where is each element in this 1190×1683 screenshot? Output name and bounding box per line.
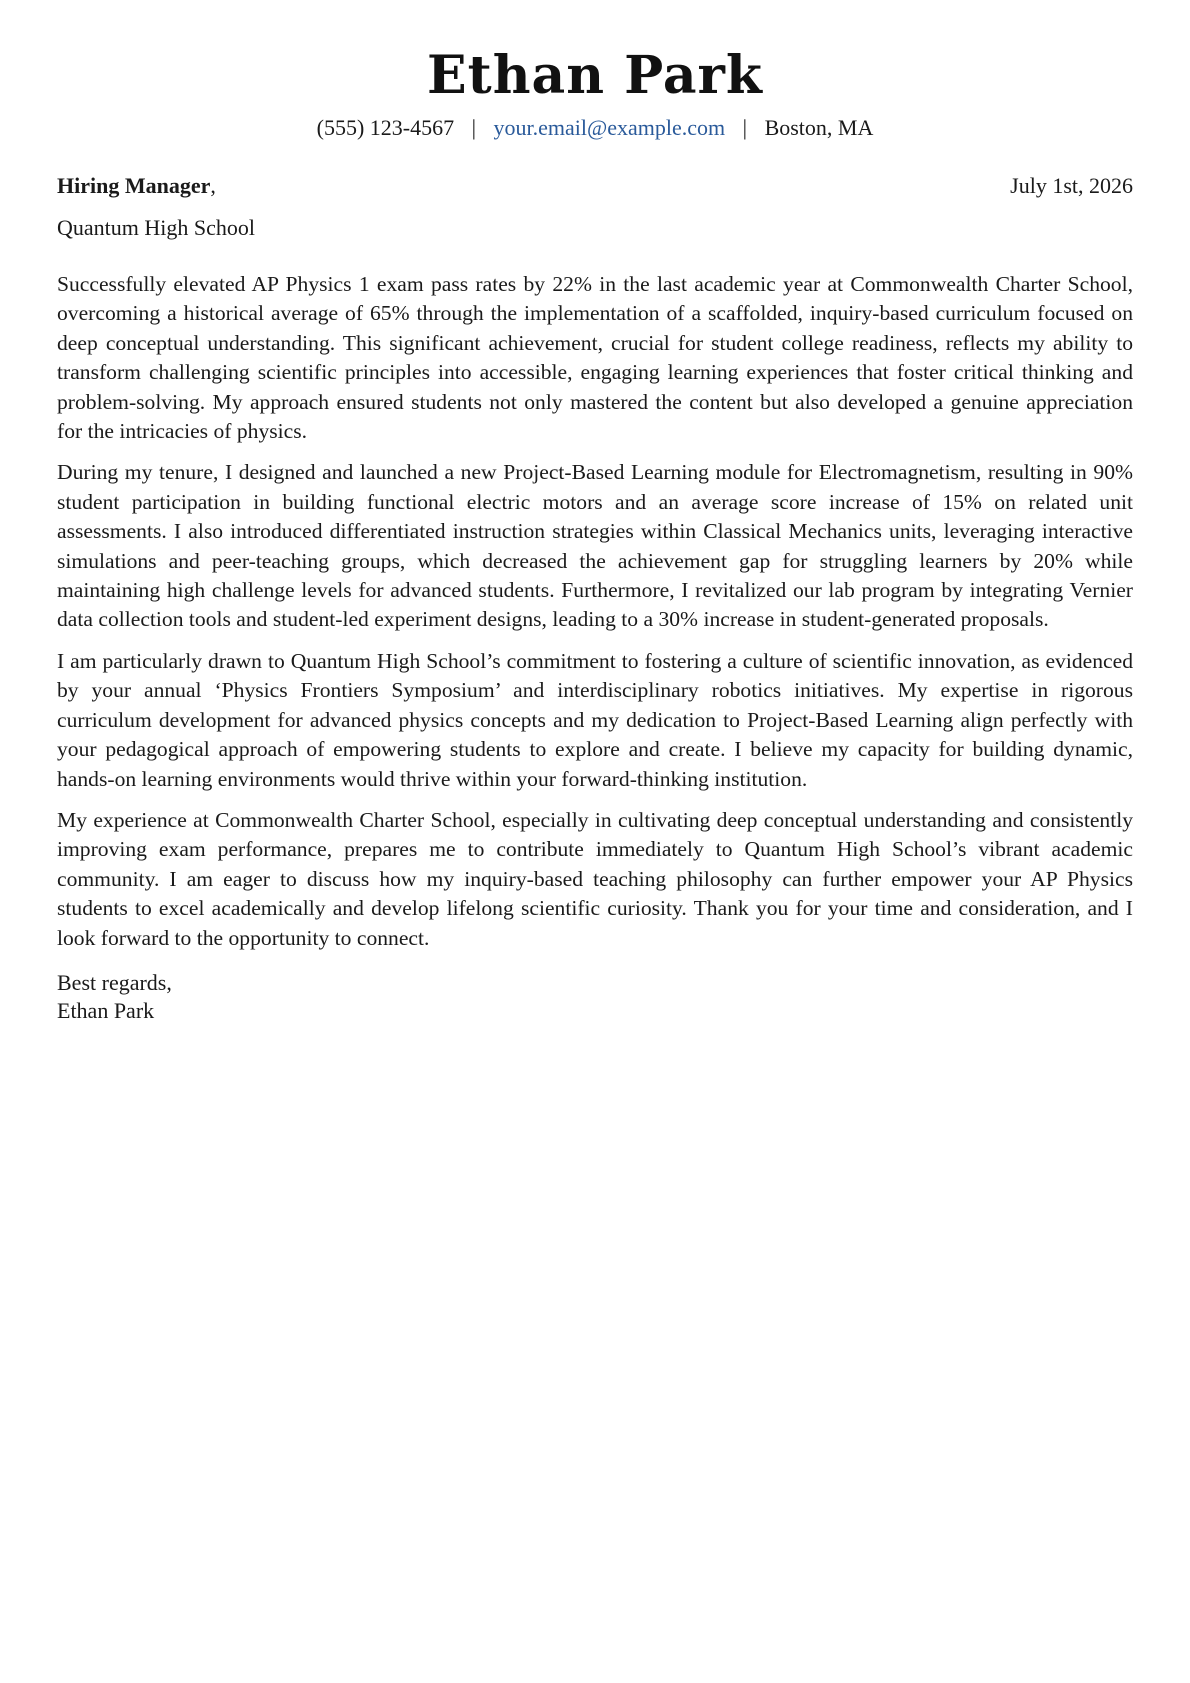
body-paragraph: My experience at Commonwealth Charter School, especially in cultivating deep conceptual understanding and consistently improving exam performance, prepares me to contribute immediately to Quantum High School’s vibrant academic community. I am eager to discuss how my inquiry-based teaching philosophy can further empower your AP Physics students to excel academically and develop lifelong scientific curiosity. Thank you for your time and consideration, and I look forward to the opportunity to connect. [57,807,1133,950]
body-paragraph: I am particularly drawn to Quantum High School’s commitment to fostering a culture of scientific innovation, as evidenced by your annual ‘Physics Frontiers Symposium’ and interdisciplinary robotics initiatives. My expertise in rigorous curriculum development for advanced physics concepts and my dedication to Project-Based Learning align perfectly with your pedagogical approach of empowering students to explore and create. I believe my capacity for building dynamic, hands-on learning environments would thrive within your forward-thinking institution. [57,648,1133,791]
body-paragraph: During my tenure, I designed and launched a new Project-Based Learning module for Electromagnetism, resulting in 90% student participation in building functional electric motors and an average score increase of 15% on related unit assessments. I also introduced differentiated instruction strategies within Classical Mechanics units, leveraging interactive simulations and peer-teaching groups, which decreased the achievement gap for struggling learners by 20% while maintaining high challenge levels for advanced students. Furthermore, I revitalized our lab program by integrating Vernier data collection tools and student-led experiment designs, leading to a 30% increase in student-generated proposals. [57,460,1133,632]
letter-closing [57,969,1133,1025]
recipient-organization: Quantum High School [57,215,255,240]
letter-header [57,0,1133,142]
recipient-line [57,172,216,200]
recipient-suffix: , [210,173,216,198]
sender-name: Ethan Park [427,45,763,106]
cover-letter-page [57,0,1133,1025]
body-paragraph: Successfully elevated AP Physics 1 exam pass rates by 22% in the last academic year at Commonwealth Charter School, overcoming a historical average of 65% through the implementation of a scaffolded, inquiry-based curriculum focused on deep conceptual understanding. This significant achievement, crucial for student college readiness, reflects my ability to transform challenging scientific principles into accessible, engaging learning experiences that foster critical thinking and problem-solving. My approach ensured students not only mastered the content but also developed a genuine appreciation for the intricacies of physics. [57,272,1133,444]
email-link[interactable]: your.email@example.com [493,115,726,140]
closing-salutation: Best regards, [57,969,172,995]
recipient-date-row [57,172,1133,200]
location: Boston, MA [764,115,874,140]
separator: | [471,115,477,140]
separator: | [742,115,748,140]
recipient-name: Hiring Manager [57,173,211,198]
letter-body [57,270,1133,953]
contact-line [57,114,1133,142]
letter-date: July 1st, 2026 [1010,173,1133,198]
signature-name: Ethan Park [57,997,155,1023]
phone-number: (555) 123-4567 [316,115,455,140]
